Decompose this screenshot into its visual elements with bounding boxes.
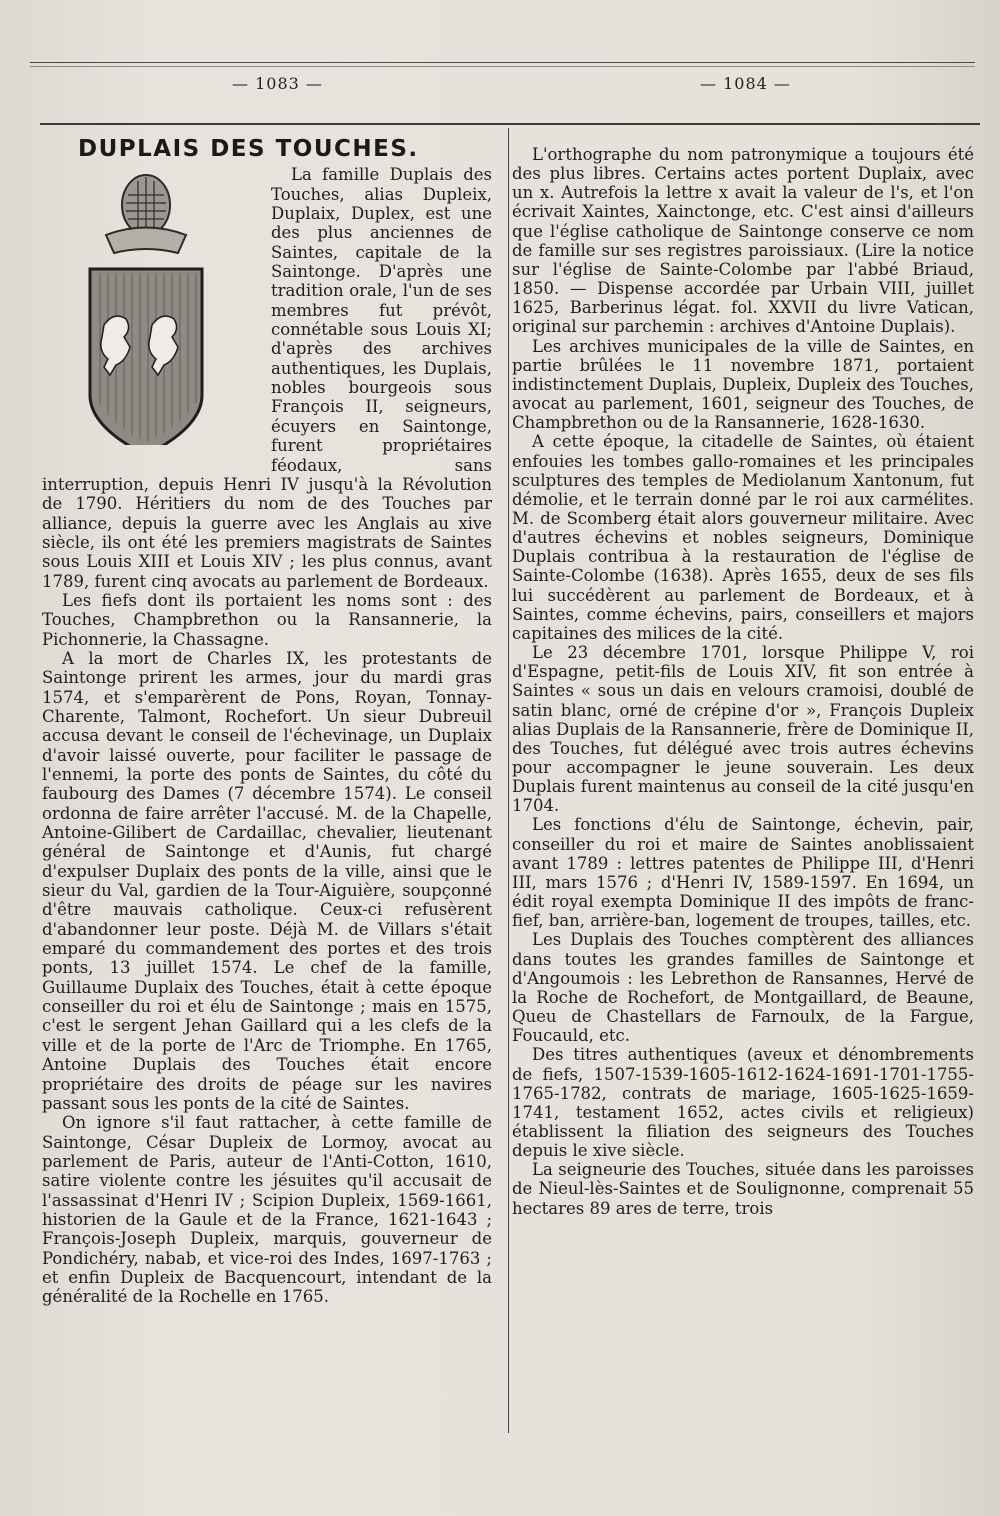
right-paragraph: La seigneurie des Touches, située dans les paroisses de Nieul-lès-Saintes et de Soulignonne, comprenait 55 hectares 89 ares de terre, trois xyxy=(512,1160,974,1218)
left-paragraph: Les fiefs dont ils portaient les noms sont : des Touches, Champbrethon ou la Ransannerie, la Pichonnerie, la Chassagne. xyxy=(42,590,492,649)
left-paragraph: La famille Duplais des Touches, alias Dupleix, Duplaix, Duplex, est une des plus anciennes de Saintes, capitale de la Saintonge. D'après une tradition orale, l'un de ses membres fut prévôt, connétable sous Louis XI; d'après des archives authentiques, les Duplais, nobles bourgeois sous François II, seigneurs, écuyers en Saintonge, furent propriétaires féodaux, sans interruption, depuis Henri IV jusqu'à la Révolution de 1790. Héritiers du nom de des Touches par alliance, depuis la guerre avec les Anglais au xive siècle, ils ont été les premiers magistrats de Saintes sous Louis XIII et Louis XIV ; les plus connus, avant 1789, furent cinq avocats au parlement de Bordeaux. xyxy=(42,165,492,591)
page-number-left: — 1083 — xyxy=(232,74,323,93)
right-paragraph: Les archives municipales de la ville de Saintes, en partie brûlées le 11 novembre 1871, portaient indistinctement Duplais, Dupleix, Dupleix des Touches, avocat au parlement, 1601, seigneur des Touches, de Champbrethon ou de la Ransannerie, 1628-1630. xyxy=(512,336,974,433)
right-paragraph: Les Duplais des Touches comptèrent des alliances dans toutes les grandes familles de Saintonge et d'Angoumois : les Lebrethon de Ransannes, Hervé de la Roche de Rochefort, de Montgaillard, de Beaune, Queu de Chastellars de Farnoulx, de la Fargue, Foucauld, etc. xyxy=(512,930,974,1046)
top-rule xyxy=(30,62,975,63)
left-column xyxy=(42,136,492,1307)
page-number-right: — 1084 — xyxy=(700,74,791,93)
right-paragraph: Les fonctions d'élu de Saintonge, échevin, pair, conseiller du roi et maire de Saintes anoblissaient avant 1789 : lettres patentes de Philippe III, d'Henri III, mars 1576 ; d'Henri IV, 1589-1597. En 1694, un édit royal exempta Dominique II des impôts de franc-fief, ban, arrière-ban, logement de troupes, tailles, etc. xyxy=(512,815,974,931)
coat-of-arms-icon xyxy=(86,165,206,445)
column-divider xyxy=(508,128,509,1433)
header-rule xyxy=(40,123,980,125)
left-paragraph: On ignore s'il faut rattacher, à cette famille de Saintonge, César Dupleix de Lormoy, avocat au parlement de Paris, auteur de l'Anti-Cotton, 1610, satire violente contre les jésuites qu'il accusait de l'assassinat d'Henri IV ; Scipion Dupleix, 1569-1661, historien de la Gaule et de la France, 1621-1643 ; François-Joseph Dupleix, marquis, gouverneur de Pondichéry, nabab, et vice-roi des Indes, 1697-1763 ; et enfin Dupleix de Bacquencourt, intendant de la généralité de la Rochelle en 1765. xyxy=(42,1113,492,1307)
left-paragraph: A la mort de Charles IX, les protestants de Saintonge prirent les armes, jour du mardi gras 1574, et s'emparèrent de Pons, Royan, Tonnay-Charente, Talmont, Rochefort. Un sieur Dubreuil accusa devant le conseil de l'échevinage, un Duplaix d'avoir laissé ouverte, pour faciliter le passage de l'ennemi, la porte des ponts de Saintes, du côté du faubourg des Dames (7 décembre 1574). Le conseil ordonna de faire arrêter l'accusé. M. de la Chapelle, Antoine-Gilibert de Cardaillac, chevalier, lieutenant général de Saintonge et d'Aunis, fut chargé d'expulser Duplaix des ponts de la ville, ainsi que le sieur du Val, gardien de la Tour-Aiguière, soupçonné d'être mauvais catholique. Ceux-ci refusèrent d'abandonner leur poste. Déjà M. de Villars s'était emparé du commandement des portes et des trois ponts, 13 juillet 1574. Le chef de la famille, Guillaume Duplaix des Touches, était à cette époque conseiller du roi et élu de Saintonge ; mais en 1575, c'est le sergent Jehan Gaillard qui a les clefs de la ville et de la porte de l'Arc de Triomphe. En 1765, Antoine Duplais des Touches était encore propriétaire des droits de péage sur les navires passant sous les ponts de la cité de Saintes. xyxy=(42,648,492,1113)
right-column xyxy=(512,145,974,1218)
right-paragraph: Le 23 décembre 1701, lorsque Philippe V, roi d'Espagne, petit-fils de Louis XIV, fit son entrée à Saintes « sous un dais en velours cramoisi, doublé de satin blanc, orné de crépine d'or », François Dupleix alias Duplais de la Ransannerie, frère de Dominique II, des Touches, fut délégué avec trois autres échevins pour accompagner le jeune souverain. Les deux Duplais furent maintenus au conseil de la cité jusqu'en 1704. xyxy=(512,643,974,816)
right-paragraph: Des titres authentiques (aveux et dénombrements de fiefs, 1507-1539-1605-1612-1624-1691-1701-1755-1765-1782, contrats de mariage, 1605-1625-1659-1741, testament 1652, actes civils et religieux) établissent la filiation des seigneurs des Touches depuis le xive siècle. xyxy=(512,1045,974,1161)
article-title: DUPLAIS DES TOUCHES. xyxy=(78,136,419,162)
top-rule-secondary xyxy=(30,66,975,67)
right-paragraph: A cette époque, la citadelle de Saintes, où étaient enfouies les tombes gallo-romaines et les principales sculptures des temples de Mediolanum Xantonum, fut démolie, et le terrain donné par le roi aux carmélites. M. de Scomberg était alors gouverneur militaire. Avec d'autres échevins et nobles seigneurs, Dominique Duplais contribua à la restauration de l'église de Sainte-Colombe (1638). Après 1655, deux de ses fils lui succédèrent au parlement de Bordeaux, et à Saintes, comme échevins, pairs, conseillers et majors capitaines des milices de la cité. xyxy=(512,432,974,643)
right-paragraph: L'orthographe du nom patronymique a toujours été des plus libres. Certains actes portent Duplaix, avec un x. Autrefois la lettre x avait la valeur de l's, et l'on écrivait Xaintes, Xainctonge, etc. C'est ainsi d'ailleurs que l'église catholique de Saintonge conserve ce nom de famille sur ses registres paroissiaux. (Lire la notice sur l'église de Sainte-Colombe par l'abbé Briaud, 1850. — Dispense accordée par Urbain VIII, juillet 1625, Barberinus légat. fol. XXVII du livre Vatican, original sur parchemin : archives d'Antoine Duplais). xyxy=(512,145,974,337)
coat-of-arms xyxy=(42,165,257,465)
